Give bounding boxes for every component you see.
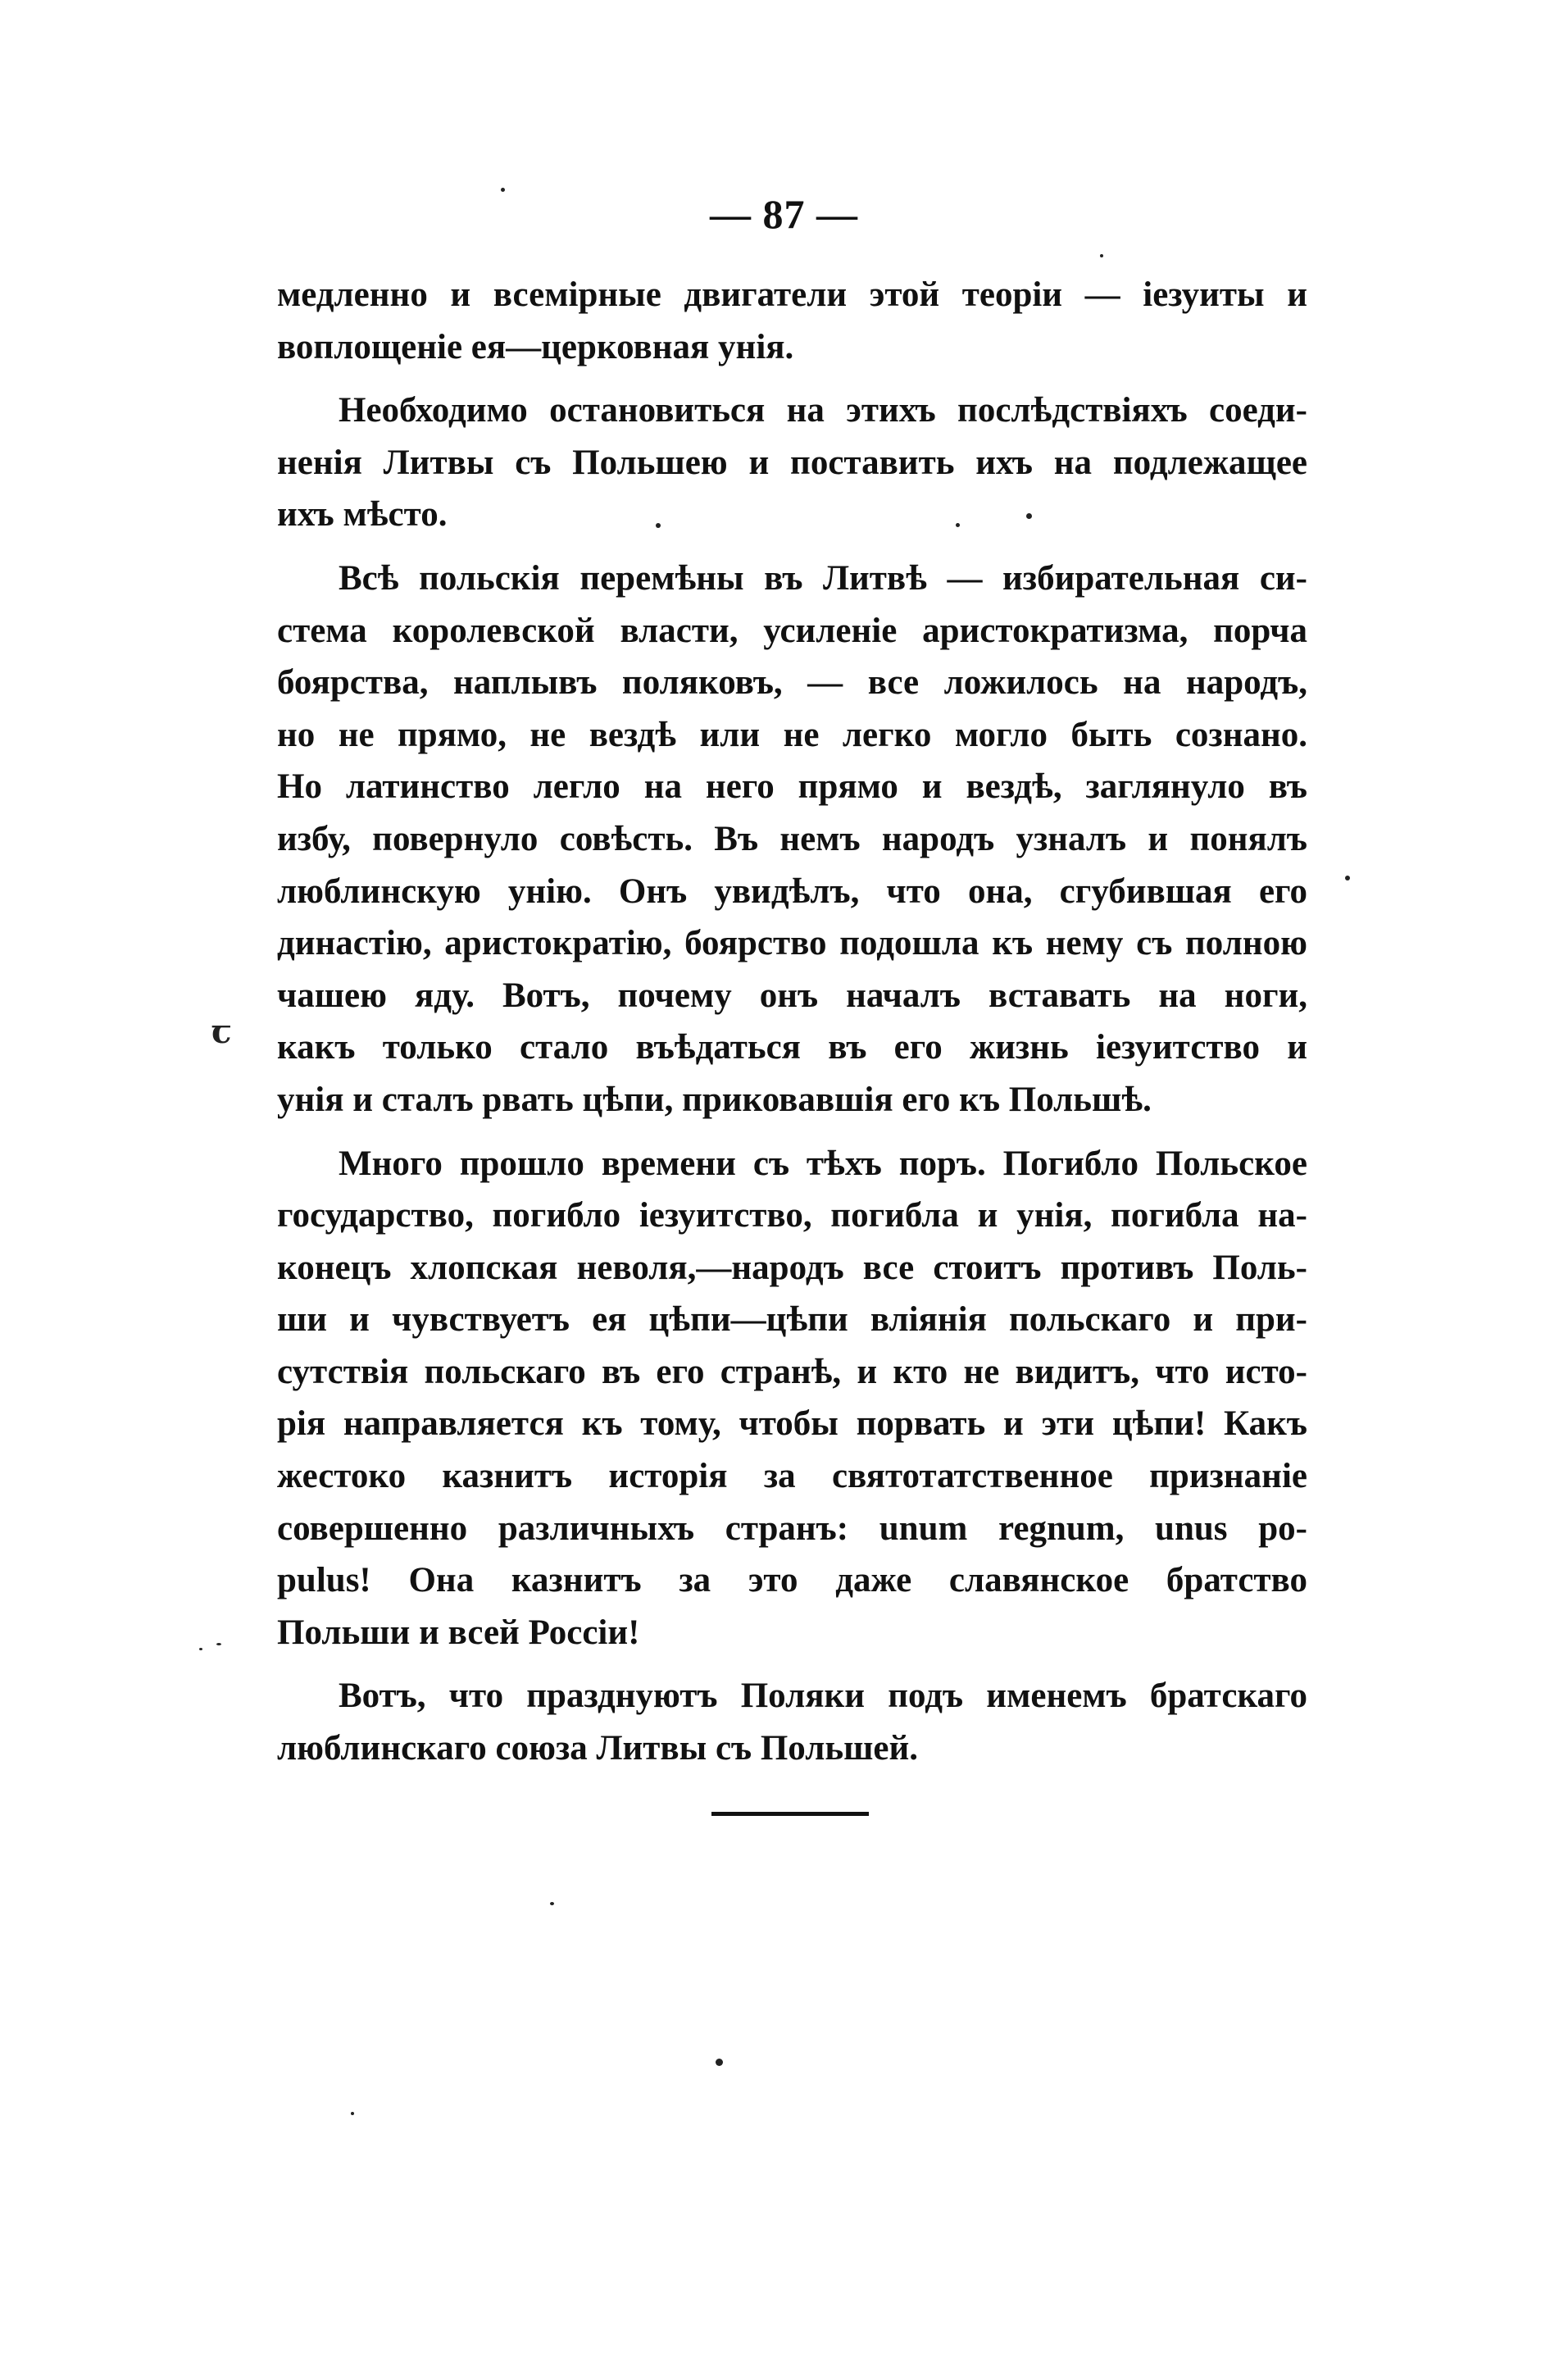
text-line: конецъ хлопская неволя,—народъ все стоитъ противъ Поль-: [277, 1248, 1307, 1287]
text-line: pulus! Она казнитъ за это даже славянское братство: [277, 1561, 1307, 1600]
print-speck: [351, 2112, 354, 2115]
print-speck: [656, 523, 661, 528]
text-line: чашею яду. Вотъ, почему онъ началъ вставать на ноги,: [277, 976, 1307, 1015]
text-line: но не прямо, не вездѣ или не легко могло быть сознано.: [277, 715, 1307, 754]
paragraph-4: [277, 1138, 1307, 1659]
text-line: государство, погибло іезуитство, погибла и унія, погибла на-: [277, 1196, 1307, 1235]
text-line: медленно и всемірные двигатели этой теоріи — іезуиты и: [277, 275, 1307, 314]
print-speck: [199, 1648, 202, 1650]
text-line: Много прошло времени съ тѣхъ поръ. Погибло Польское: [339, 1144, 1307, 1183]
print-speck: [956, 523, 960, 527]
print-speck: [216, 1643, 221, 1645]
text-line: Необходимо остановиться на этихъ послѣдствіяхъ соеди-: [339, 391, 1307, 430]
text-line: ненія Литвы съ Польшею и поставить ихъ на подлежащее: [277, 443, 1307, 482]
text-line: жестоко казнитъ исторія за святотатственное признаніе: [277, 1457, 1307, 1496]
print-speck: [501, 188, 505, 192]
text-line: люблинскую унію. Онъ увидѣлъ, что она, сгубившая его: [277, 871, 1307, 911]
text-line: Но латинство легло на него прямо и вездѣ, заглянуло въ: [277, 767, 1307, 807]
text-line: сутствія польскаго въ его странѣ, и кто не видитъ, что исто-: [277, 1352, 1307, 1391]
text-line: Польши и всей Россіи!: [277, 1613, 640, 1652]
print-speck: [1026, 513, 1032, 519]
text-line: рія направляется къ тому, чтобы порвать и эти цѣпи! Какъ: [277, 1404, 1307, 1444]
print-speck: [1345, 876, 1350, 880]
paragraph-5: [277, 1670, 1307, 1774]
paragraph-3: [277, 553, 1307, 1126]
text-line: люблинскаго союза Литвы съ Польшей.: [277, 1729, 919, 1768]
text-line: Всѣ польскія перемѣны въ Литвѣ — избирательная си-: [339, 558, 1307, 598]
text-line: ши и чувствуетъ ея цѣпи—цѣпи вліянія польскаго и при-: [277, 1300, 1307, 1340]
body-text: [277, 269, 1307, 1775]
print-speck: [716, 2059, 723, 2066]
paragraph-2: [277, 384, 1307, 541]
text-line: ихъ мѣсто.: [277, 495, 448, 535]
page-number: — 87 —: [710, 191, 858, 237]
text-line: какъ только стало въѣдаться въ его жизнь іезуитство и: [277, 1028, 1307, 1067]
paragraph-1: [277, 269, 1307, 373]
text-line: избу, повернуло совѣсть. Въ немъ народъ узналъ и понялъ: [277, 819, 1307, 858]
print-speck: [550, 1902, 554, 1905]
text-line: воплощеніе ея—церковная унія.: [277, 327, 794, 366]
text-line: боярства, наплывъ поляковъ, — все ложилось на народъ,: [277, 663, 1307, 703]
text-line: совершенно различныхъ странъ: unum regnum, unus po-: [277, 1508, 1307, 1548]
section-end-rule: [711, 1812, 869, 1816]
margin-mark: ꞇ: [211, 1013, 232, 1050]
text-line: стема королевской власти, усиленіе аристократизма, порча: [277, 611, 1307, 650]
text-line: Вотъ, что празднуютъ Поляки подъ именемъ братскаго: [339, 1677, 1307, 1716]
print-speck: [1100, 254, 1103, 257]
text-line: унія и сталъ рвать цѣпи, приковавшія его къ Польшѣ.: [277, 1080, 1152, 1119]
text-line: династію, аристократію, боярство подошла къ нему съ полною: [277, 924, 1307, 963]
